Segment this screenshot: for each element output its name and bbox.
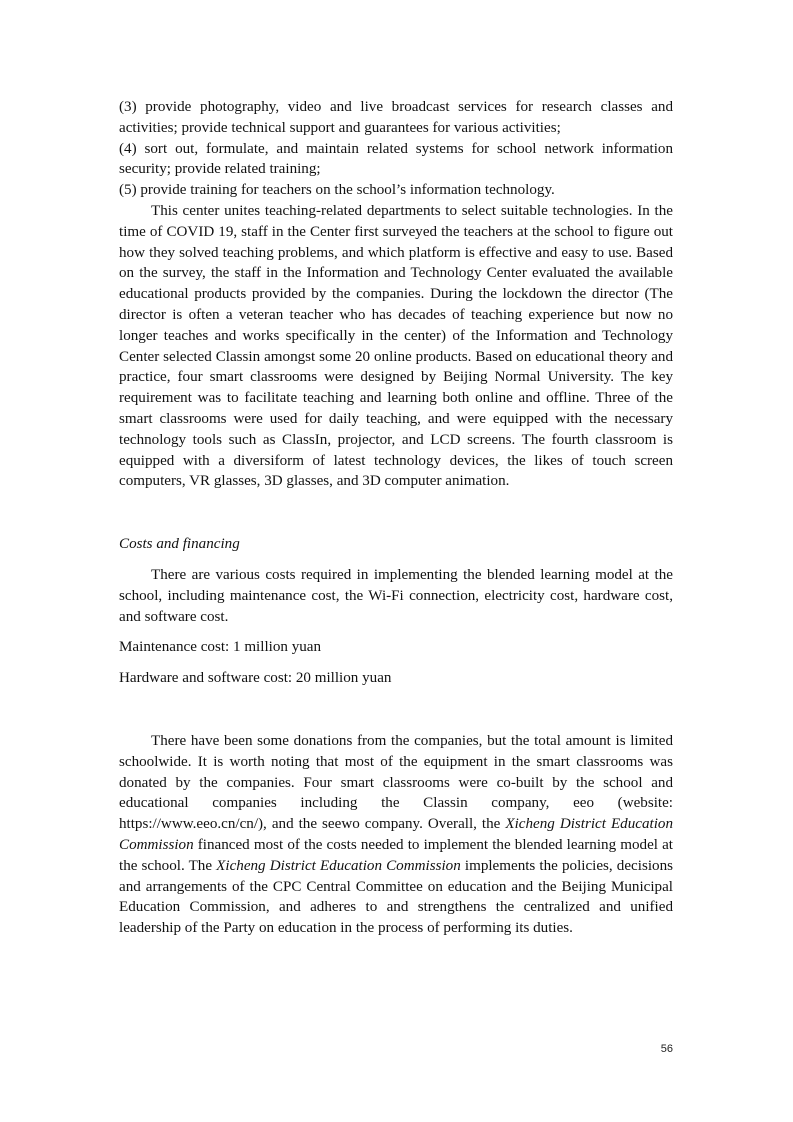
donations-text-part2: financed most of the costs needed to implement the blended learning model at the school. The <box>119 836 673 874</box>
document-body <box>119 97 673 939</box>
maintenance-cost-line: Maintenance cost: 1 million yuan <box>119 639 322 656</box>
commission-name-1: Xicheng District Education Commission <box>119 816 673 853</box>
donations-text-part1: There have been some donations from the companies, but the total amount is limited schoolwide. It is worth noting that most of the equipment in the smart classrooms was donated by the companies. Four smart classrooms were co-built by the school and educational companies including the Classin company, eeo (website: https://www.eeo.cn/cn/), and the seewo company. Overall, the <box>119 732 673 833</box>
center-paragraph: This center unites teaching-related departments to select suitable technologies. In the time of COVID 19, staff in the Center first surveyed the teachers at the school to figure out how they solved teaching problems, and which platform is effective and easy to use. Based on the survey, the staff in the Information and Technology Center evaluated the available educational products provided by the companies. During the lockdown the director (The director is often a veteran teacher who has decades of teaching experience but now no longer teaches and works specifically in the center) of the Information and Technology Center selected Classin amongst some 20 online products. Based on educational theory and practice, four smart classrooms were designed by Beijing Normal University. The key requirement was to facilitate teaching and learning both online and offline. Three of the smart classrooms were used for daily teaching, and were equipped with the necessary technology tools such as ClassIn, projector, and LCD screens. The fourth classroom is equipped with a diversiform of latest technology devices, the likes of touch screen computers, VR glasses, 3D glasses, and 3D computer animation. <box>119 202 673 490</box>
list-item-5: (5) provide training for teachers on the school’s information technology. <box>119 182 555 199</box>
page-number: 56 <box>660 1043 673 1055</box>
hardware-software-cost-line: Hardware and software cost: 20 million yuan <box>119 670 392 687</box>
commission-name-2: Xicheng District Education Commission <box>216 857 461 874</box>
donations-paragraph <box>119 731 673 939</box>
section-heading-costs: Costs and financing <box>119 536 240 553</box>
list-item-4: (4) sort out, formulate, and maintain related systems for school network information security; provide related training; <box>119 140 673 178</box>
costs-intro-paragraph: There are various costs required in implementing the blended learning model at the school, including maintenance cost, the Wi-Fi connection, electricity cost, hardware cost, and software cost. <box>119 566 673 625</box>
list-item-3: (3) provide photography, video and live broadcast services for research classes and activities; provide technical support and guarantees for various activities; <box>119 99 673 136</box>
donations-text-part3: implements the policies, decisions and arrangements of the CPC Central Committee on education and the Beijing Municipal Education Commission, and adheres to and strengthens the centralized and unified leadership of the Party on education in the process of performing its duties. <box>119 857 673 937</box>
